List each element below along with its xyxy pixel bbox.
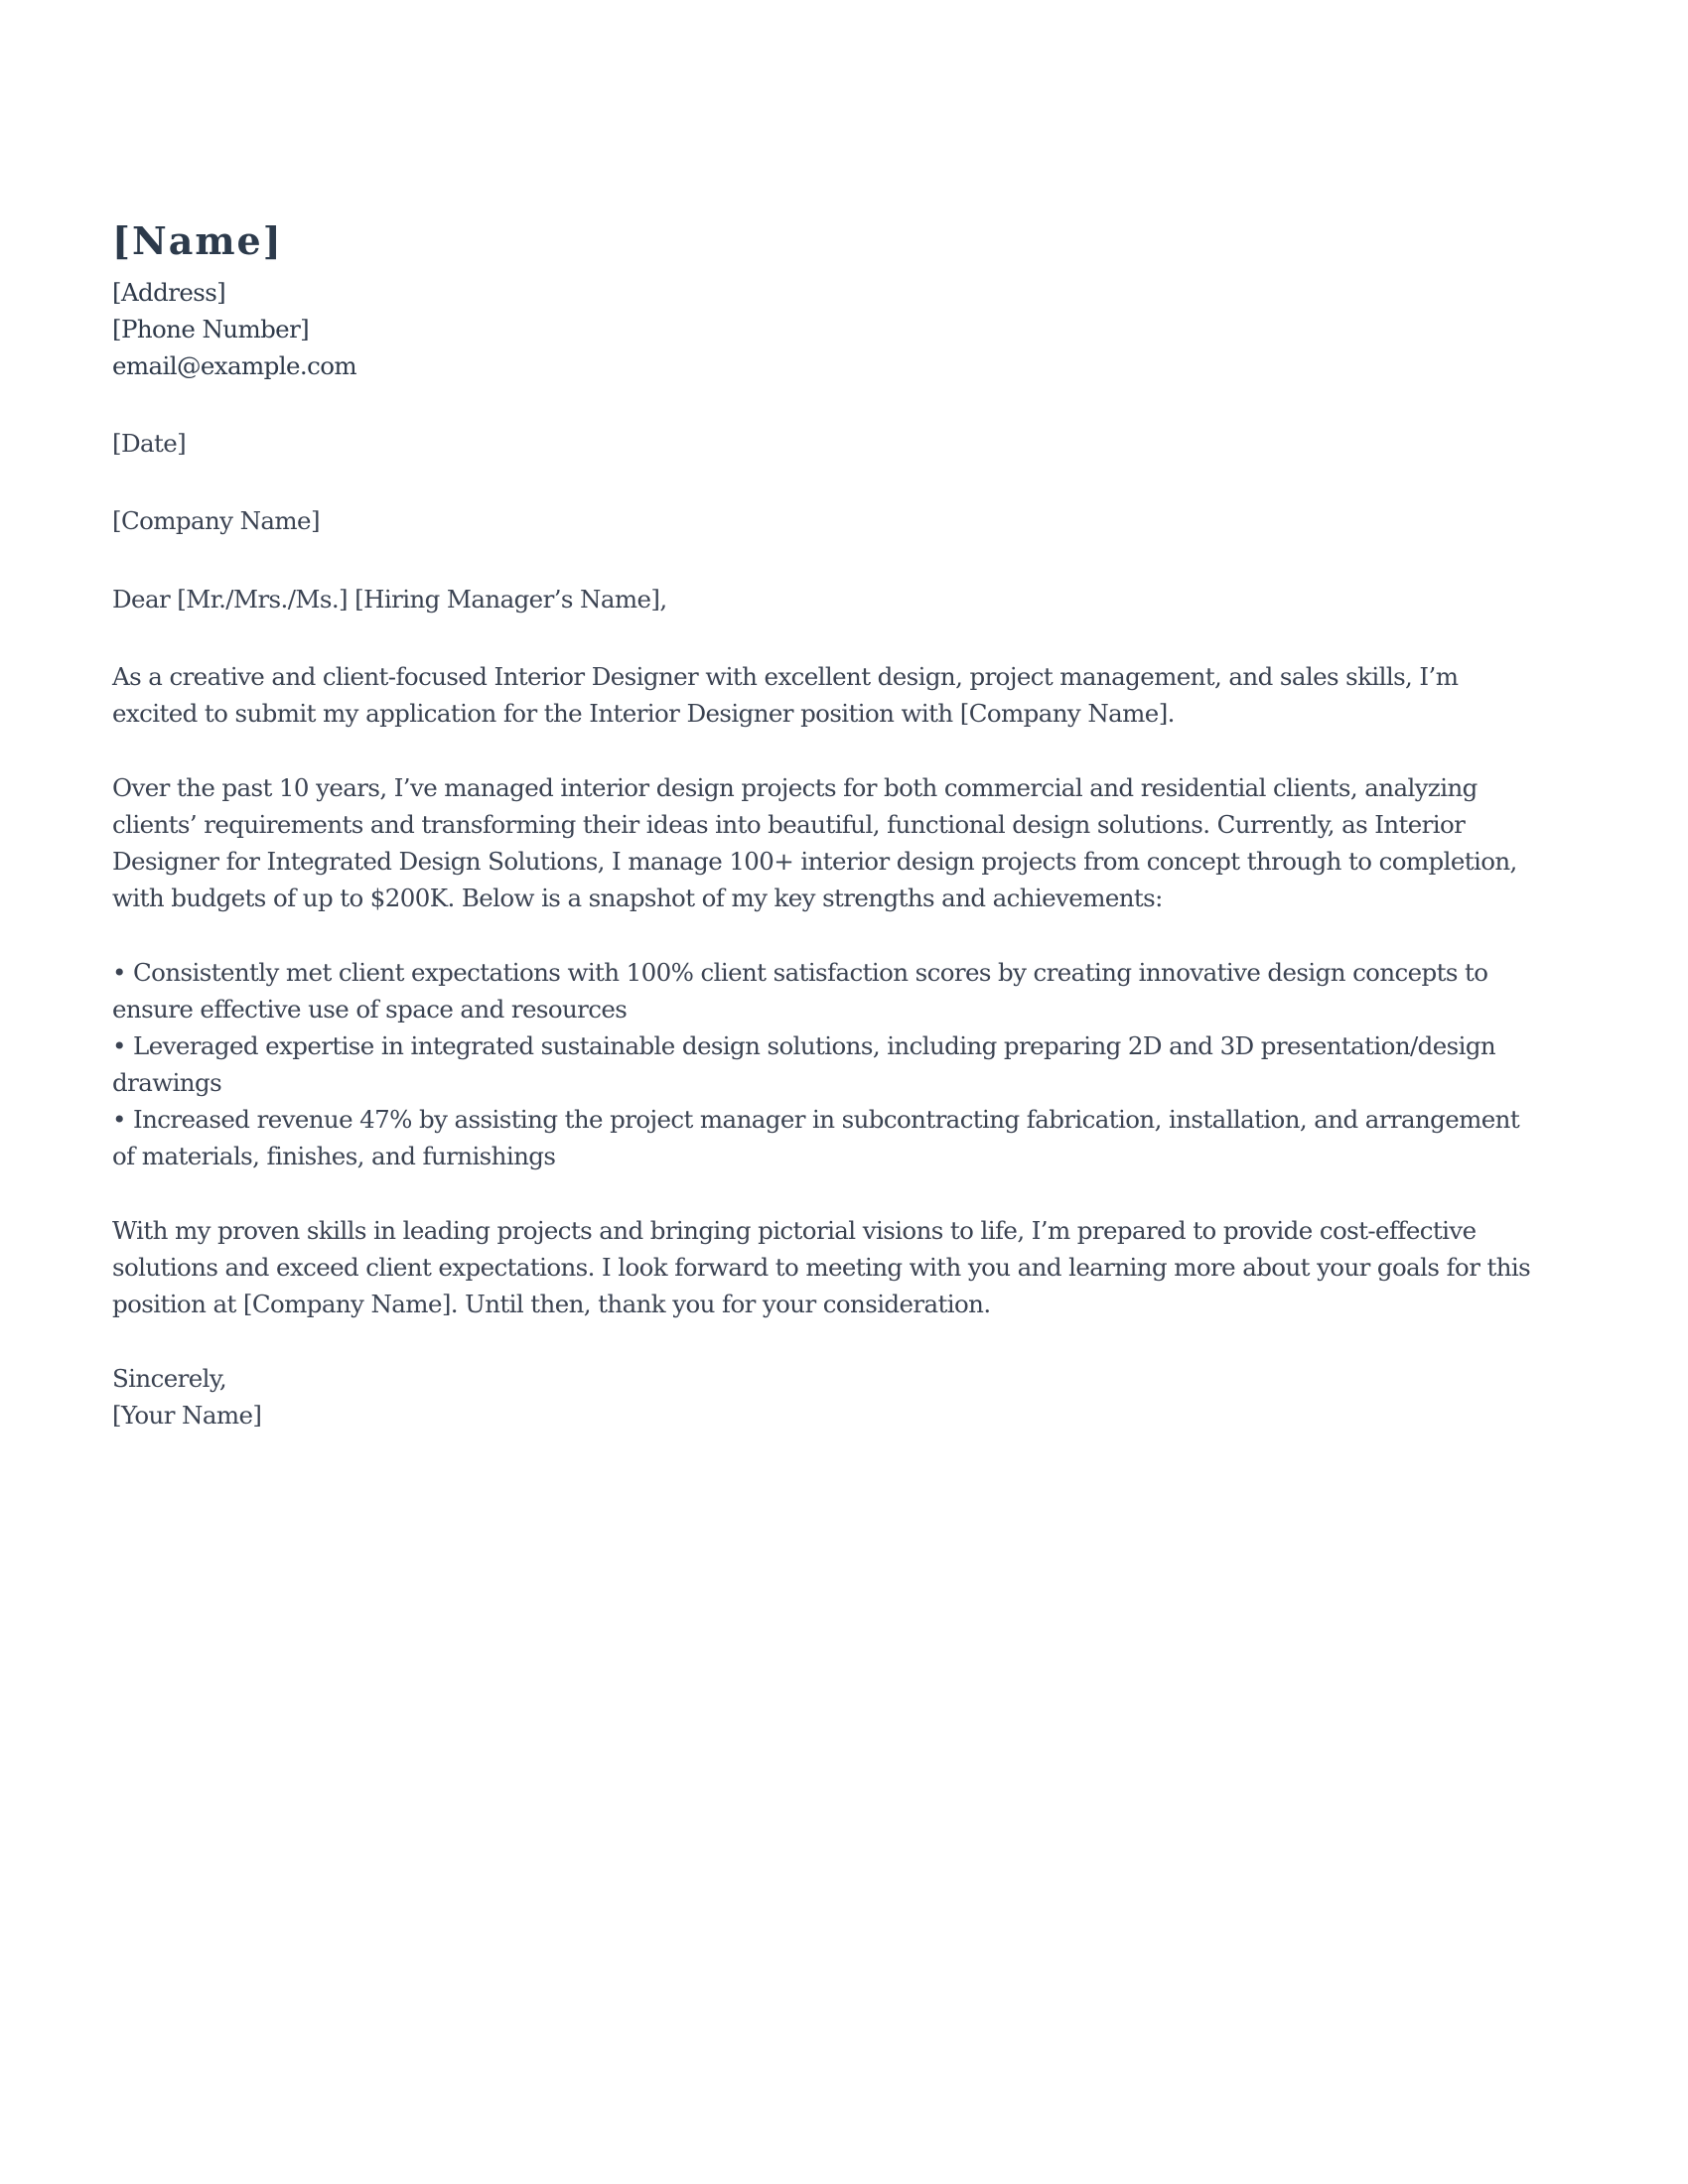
paragraph-line: As a creative and client-focused Interior Designer with excellent design, project management, and sales skills, I’m xyxy=(112,662,1459,691)
bullet-line: • Consistently met client expectations with 100% client satisfaction scores by creating innovative design concepts to xyxy=(112,958,1488,987)
paragraph-line: Designer for Integrated Design Solutions, I manage 100+ interior design projects from concept through to completion, xyxy=(112,847,1517,876)
applicant-name: [Name] xyxy=(112,218,283,263)
paragraph-line: clients’ requirements and transforming their ideas into beautiful, functional design solutions. Currently, as Interior xyxy=(112,810,1466,839)
paragraph-line: excited to submit my application for the Interior Designer position with [Company Name]. xyxy=(112,699,1175,728)
bullet-line: ensure effective use of space and resources xyxy=(112,995,628,1024)
date-line: [Date] xyxy=(112,429,187,458)
email-line: email@example.com xyxy=(112,351,356,380)
paragraph-line: solutions and exceed client expectations. I look forward to meeting with you and learning more about your goals for this xyxy=(112,1253,1531,1282)
paragraph-line: With my proven skills in leading projects and bringing pictorial visions to life, I’m prepared to provide cost-effective xyxy=(112,1216,1477,1245)
company-line: [Company Name] xyxy=(112,506,320,535)
salutation: Dear [Mr./Mrs./Ms.] [Hiring Manager’s Name], xyxy=(112,585,667,614)
paragraph-line: Over the past 10 years, I’ve managed interior design projects for both commercial and residential clients, analyzing xyxy=(112,773,1477,802)
signature-name: [Your Name] xyxy=(112,1401,262,1430)
address-line: [Address] xyxy=(112,278,226,307)
bullet-line: • Leveraged expertise in integrated sustainable design solutions, including preparing 2D and 3D presentation/design xyxy=(112,1031,1496,1060)
bullet-line: of materials, finishes, and furnishings xyxy=(112,1142,556,1170)
bullet-line: • Increased revenue 47% by assisting the project manager in subcontracting fabrication, installation, and arrangement xyxy=(112,1105,1520,1134)
paragraph-line: position at [Company Name]. Until then, thank you for your consideration. xyxy=(112,1290,991,1318)
paragraph-line: with budgets of up to $200K. Below is a snapshot of my key strengths and achievements: xyxy=(112,884,1163,912)
bullet-line: drawings xyxy=(112,1068,222,1097)
closing-phrase: Sincerely, xyxy=(112,1364,227,1393)
phone-line: [Phone Number] xyxy=(112,315,310,343)
